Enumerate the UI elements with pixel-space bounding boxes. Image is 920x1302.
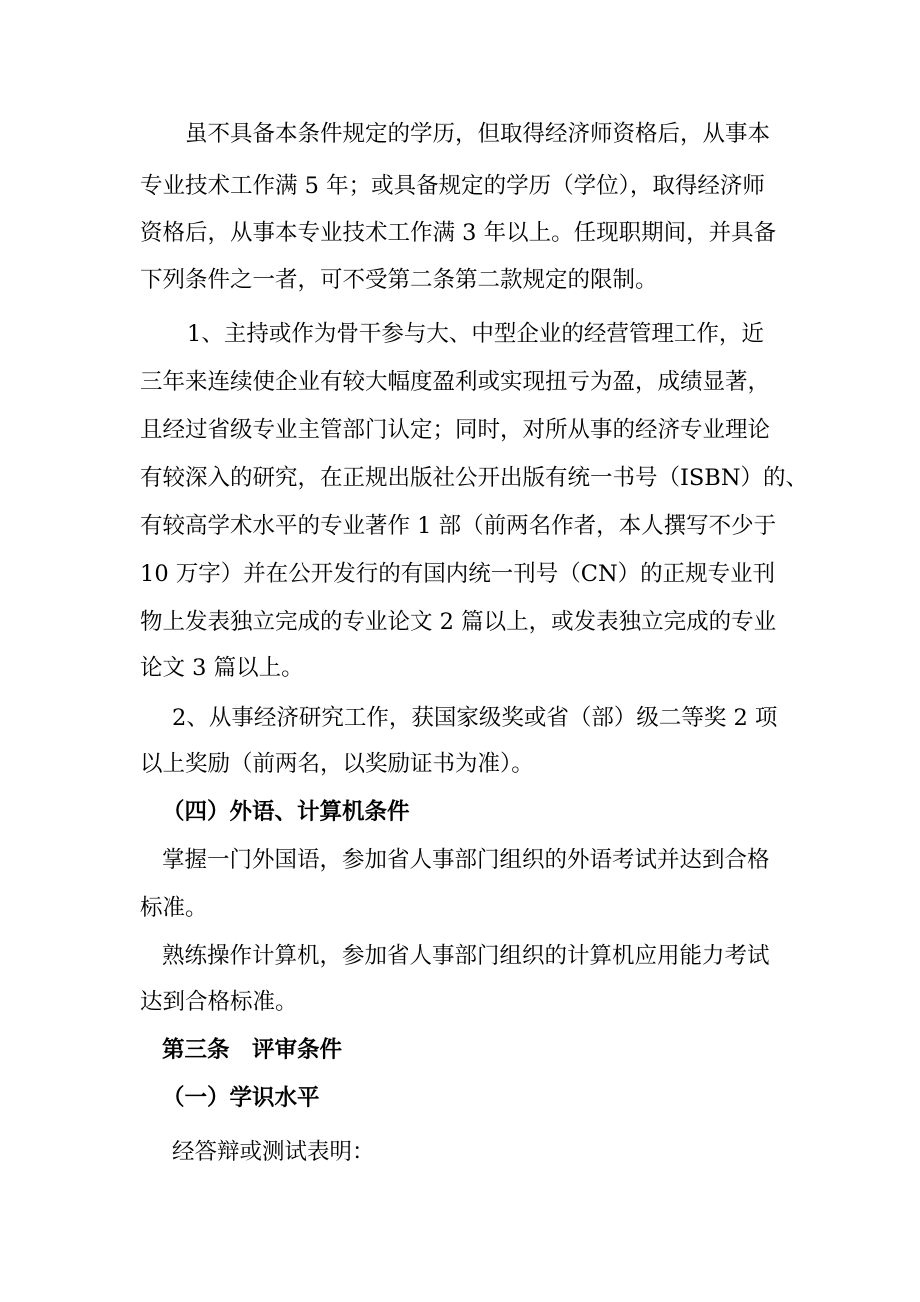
- section-1-heading: （一）学识水平: [162, 1085, 320, 1111]
- item-1-line-4: 有较深入的研究，在正规出版社公开出版有统一书号（ISBN）的、: [140, 465, 809, 491]
- article-3-heading: 第三条 评审条件: [162, 1037, 343, 1063]
- item-1-line-7: 物上发表独立完成的专业论文 2 篇以上，或发表独立完成的专业: [140, 609, 777, 635]
- closing-line: 经答辩或测试表明：: [172, 1139, 375, 1165]
- foreign-language-line-2: 标准。: [140, 895, 208, 921]
- paragraph-1-line-4: 下列条件之一者，可不受第二条第二款规定的限制。: [140, 267, 658, 293]
- computer-line-2: 达到合格标准。: [140, 989, 298, 1015]
- item-2-line-2: 以上奖励（前两名，以奖励证书为准）。: [140, 751, 534, 777]
- item-1-line-5: 有较高学术水平的专业著作 1 部（前两名作者，本人撰写不少于: [140, 513, 777, 539]
- paragraph-1-line-2: 专业技术工作满 5 年；或具备规定的学历（学位），取得经济师: [140, 173, 765, 199]
- item-1-line-8: 论文 3 篇以上。: [140, 655, 304, 681]
- section-4-heading: （四）外语、计算机条件: [162, 799, 410, 825]
- paragraph-1-line-1: 虽不具备本条件规定的学历，但取得经济师资格后，从事本: [185, 121, 771, 147]
- foreign-language-line-1: 掌握一门外国语，参加省人事部门组织的外语考试并达到合格: [162, 847, 770, 873]
- item-2-line-1: 2、从事经济研究工作，获国家级奖或省（部）级二等奖 2 项: [172, 705, 778, 731]
- item-1-line-3: 且经过省级专业主管部门认定；同时，对所从事的经济专业理论: [140, 417, 771, 443]
- computer-line-1: 熟练操作计算机，参加省人事部门组织的计算机应用能力考试: [162, 943, 770, 969]
- paragraph-1-line-3: 资格后，从事本专业技术工作满 3 年以上。任现职期间，并具备: [140, 220, 777, 246]
- item-1-line-2: 三年来连续使企业有较大幅度盈利或实现扭亏为盈，成绩显著，: [140, 369, 771, 395]
- item-1-line-1: 1、主持或作为骨干参与大、中型企业的经营管理工作，近: [187, 321, 764, 347]
- item-1-line-6: 10 万字）并在公开发行的有国内统一刊号（CN）的正规专业刊: [140, 561, 776, 587]
